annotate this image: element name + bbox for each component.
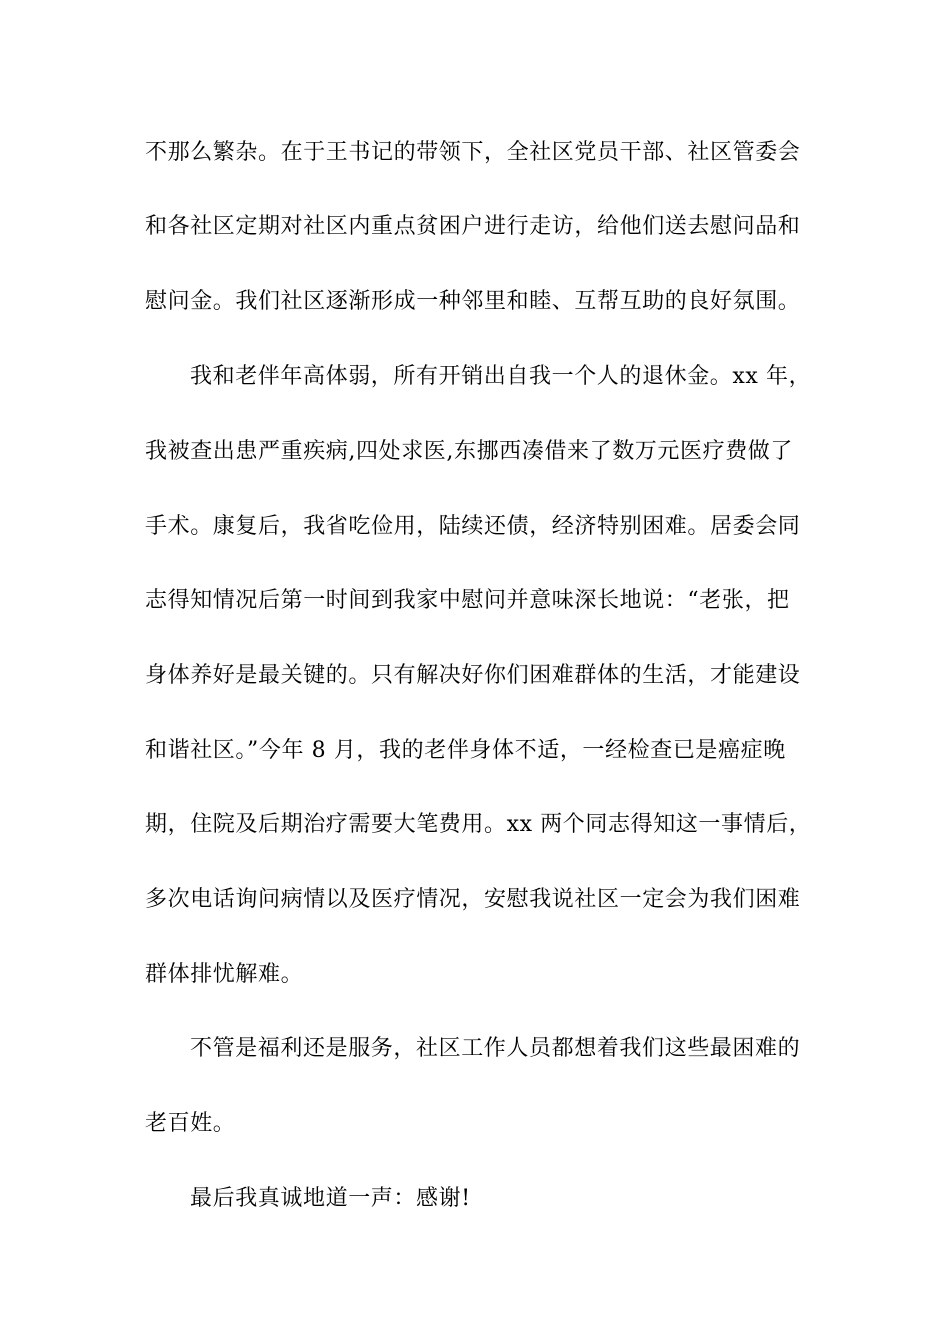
paragraph-first-line: 不管是福利还是服务，社区工作人员都想着我们这些最困难的 bbox=[190, 1036, 801, 1061]
text-line: 期，住院及后期治疗需要大笔费用。xx 两个同志得知这一事情后， bbox=[145, 812, 812, 837]
closing-line: 最后我真诚地道一声：感谢! bbox=[190, 1186, 471, 1211]
text-line: 我被查出患严重疾病,四处求医,东挪西凑借来了数万元医疗费做了 bbox=[145, 439, 793, 464]
text-line: 和各社区定期对社区内重点贫困户进行走访，给他们送去慰问品和 bbox=[145, 214, 801, 239]
text-line: 多次电话询问病情以及医疗情况，安慰我说社区一定会为我们困难 bbox=[145, 887, 801, 912]
text-line: 身体养好是最关键的。只有解决好你们困难群体的生活，才能建设 bbox=[145, 663, 801, 688]
text-line: 和谐社区。”今年 8 月，我的老伴身体不适，一经检查已是癌症晚 bbox=[145, 738, 786, 763]
text-line: 不那么繁杂。在于王书记的带领下，全社区党员干部、社区管委会 bbox=[145, 140, 801, 165]
text-line: 老百姓。 bbox=[145, 1111, 236, 1136]
text-line: 群体排忧解难。 bbox=[145, 962, 304, 987]
text-line: 志得知情况后第一时间到我家中慰问并意味深长地说：“老张，把 bbox=[145, 588, 790, 613]
text-line: 手术。康复后，我省吃俭用，陆续还债，经济特别困难。居委会同 bbox=[145, 514, 801, 539]
paragraph-first-line: 我和老伴年高体弱，所有开销出自我一个人的退休金。xx 年， bbox=[190, 364, 812, 389]
text-line: 慰问金。我们社区逐渐形成一种邻里和睦、互帮互助的良好氛围。 bbox=[145, 289, 801, 314]
